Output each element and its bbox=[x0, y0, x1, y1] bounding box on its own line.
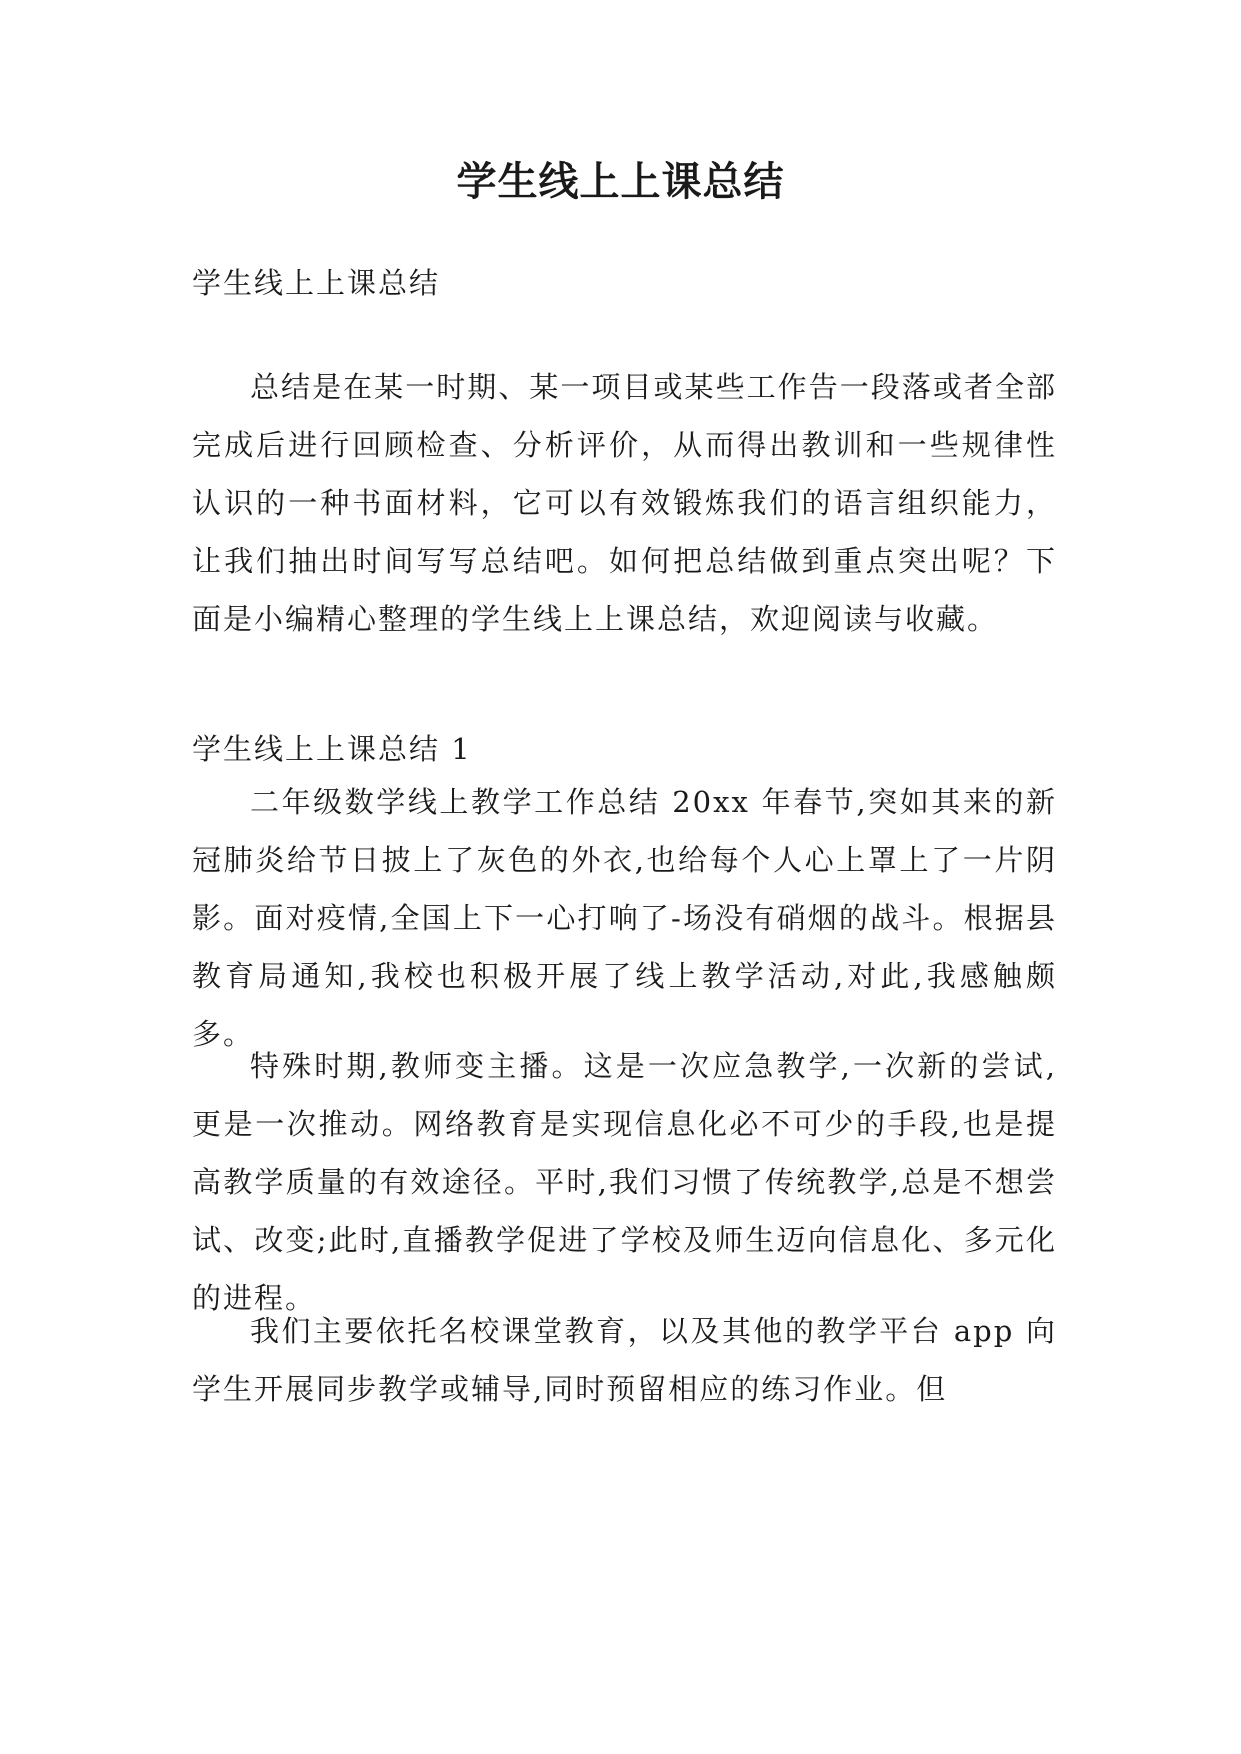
body-paragraph: 特殊时期,教师变主播。这是一次应急教学,一次新的尝试,更是一次推动。网络教育是实现信息化必不可少的手段,也是提高教学质量的有效途径。平时,我们习惯了传统教学,总是不想尝试、改变;此时,直播教学促进了学校及师生迈向信息化、多元化的进程。 bbox=[192, 1049, 1057, 1315]
body-paragraph: 二年级数学线上教学工作总结 20xx 年春节,突如其来的新冠肺炎给节日披上了灰色的外衣,也给每个人心上罩上了一片阴影。面对疫情,全国上下一心打响了-场没有硝烟的战斗。根据县教育局通知,我校也积极开展了线上教学活动,对此,我感触颇多。 bbox=[192, 785, 1057, 1051]
document-title: 学生线上上课总结 bbox=[456, 158, 785, 205]
document-subtitle: 学生线上上课总结 bbox=[192, 266, 441, 300]
body-paragraph: 我们主要依托名校课堂教育，以及其他的教学平台 app 向学生开展同步教学或辅导,同时预留相应的练习作业。但 bbox=[192, 1314, 1057, 1406]
intro-paragraph: 总结是在某一时期、某一项目或某些工作告一段落或者全部完成后进行回顾检查、分析评价，从而得出教训和一些规律性认识的一种书面材料，它可以有效锻炼我们的语言组织能力，让我们抽出时间写写总结吧。如何把总结做到重点突出呢？下面是小编精心整理的学生线上上课总结，欢迎阅读与收藏。 bbox=[192, 370, 1057, 636]
section-heading: 学生线上上课总结 1 bbox=[192, 732, 472, 766]
